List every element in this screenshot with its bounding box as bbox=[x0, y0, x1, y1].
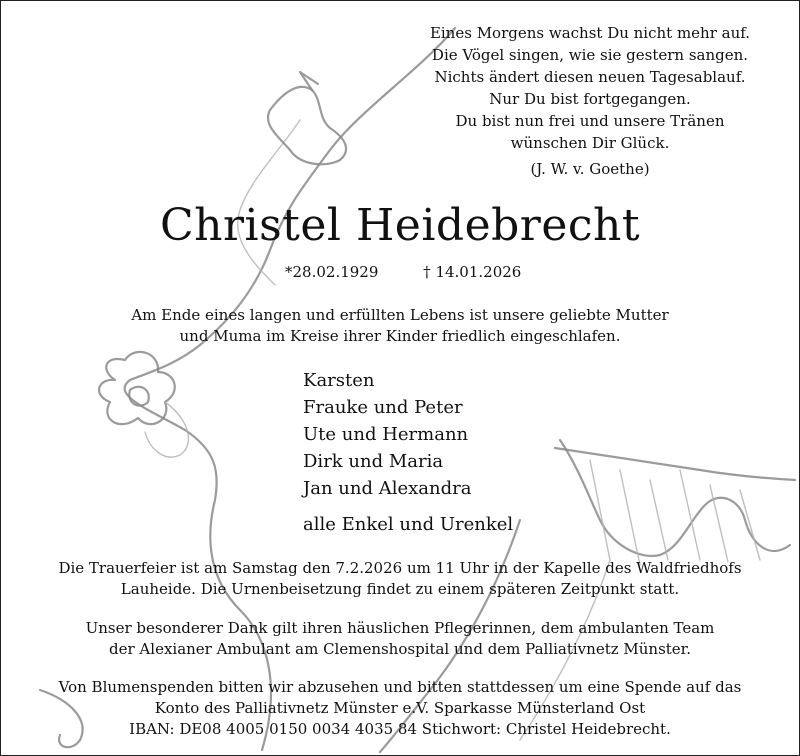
funeral-line: Lauheide. Die Urnenbeisetzung findet zu einem späteren Zeitpunkt statt. bbox=[120, 580, 680, 598]
intro-text bbox=[0, 305, 800, 347]
bud-shape bbox=[268, 87, 346, 164]
poem-line: Die Vögel singen, wie sie gestern sangen. bbox=[431, 46, 749, 64]
family-member: Dirk und Maria bbox=[303, 451, 444, 472]
thanks-line: Unser besonderer Dank gilt ihren häuslichen Pflegerinnen, dem ambulanten Team bbox=[85, 619, 715, 637]
family-member: Frauke und Peter bbox=[303, 397, 463, 418]
poem-line: Eines Morgens wachst Du nicht mehr auf. bbox=[429, 24, 751, 42]
poem-line: Nur Du bist fortgegangen. bbox=[489, 90, 691, 108]
death-date: † 14.01.2026 bbox=[423, 263, 522, 281]
intro-line: und Muma im Kreise ihrer Kinder friedlich eingeschlafen. bbox=[179, 327, 621, 345]
poem-line: Nichts ändert diesen neuen Tagesablauf. bbox=[434, 68, 746, 86]
donation-line: IBAN: DE08 4005 0150 0034 4035 84 Stichwort: Christel Heidebrecht. bbox=[129, 720, 671, 738]
funeral-line: Die Trauerfeier ist am Samstag den 7.2.2026 um 11 Uhr in der Kapelle des Waldfriedhofs bbox=[58, 559, 742, 577]
intro-line: Am Ende eines langen und erfüllten Lebens ist unsere geliebte Mutter bbox=[131, 306, 669, 324]
grandchildren-line: alle Enkel und Urenkel bbox=[303, 514, 514, 535]
right-scribble bbox=[560, 440, 790, 556]
poem-line: Du bist nun frei und unsere Tränen bbox=[455, 112, 725, 130]
donation-line: Von Blumenspenden bitten wir abzusehen und bitten stattdessen um eine Spende auf das bbox=[58, 678, 742, 696]
poem bbox=[420, 22, 760, 180]
donation-line: Konto des Palliativnetz Münster e.V. Sparkasse Münsterland Ost bbox=[154, 699, 646, 717]
deceased-name: Christel Heidebrecht bbox=[159, 200, 641, 251]
family-member: Jan und Alexandra bbox=[303, 478, 472, 499]
donation-info bbox=[0, 677, 800, 740]
family-list bbox=[303, 367, 471, 502]
life-dates bbox=[285, 262, 521, 282]
family-member: Karsten bbox=[303, 370, 375, 391]
flower-petals bbox=[99, 352, 175, 424]
poem-line: wünschen Dir Glück. bbox=[510, 134, 670, 152]
thanks-line: der Alexianer Ambulant am Clemenshospital und dem Palliativnetz Münster. bbox=[109, 640, 691, 658]
poem-author: (J. W. v. Goethe) bbox=[530, 160, 650, 178]
birth-date: *28.02.1929 bbox=[285, 263, 379, 281]
flower-center bbox=[129, 387, 148, 406]
thanks-note bbox=[0, 618, 800, 660]
funeral-info bbox=[0, 558, 800, 600]
family-member: Ute und Hermann bbox=[303, 424, 469, 445]
